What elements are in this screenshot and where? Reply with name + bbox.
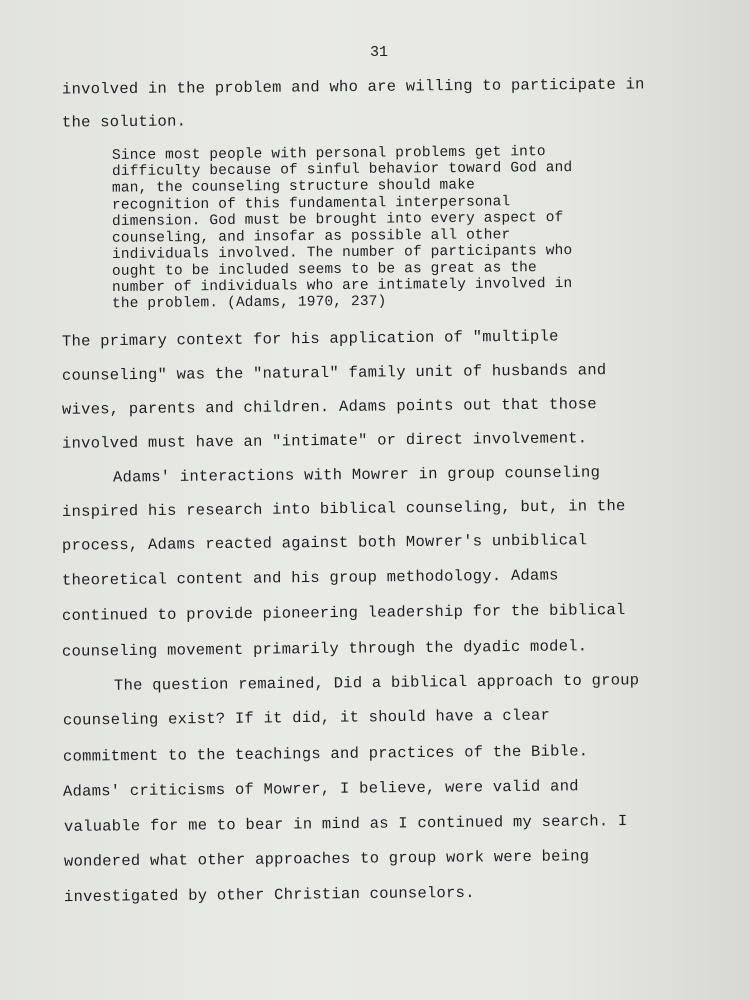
text-line: process, Adams reacted against both Mowrer's unbiblical xyxy=(61,531,588,555)
text-line: counseling exist? If it did, it should have a clear xyxy=(62,706,551,730)
text-line: involved must have an "intimate" or direct involvement. xyxy=(61,429,588,453)
text-line: investigated by other Christian counselors. xyxy=(63,883,475,907)
text-line: inspired his research into biblical counseling, but, in the xyxy=(61,497,626,521)
text-line: involved in the problem and who are willing to participate in xyxy=(61,75,645,99)
text-line: counseling movement primarily through the dyadic model. xyxy=(61,637,588,661)
text-line: wondered what other approaches to group work were being xyxy=(63,847,590,871)
quote-line: dimension. God must be brought into every aspect of xyxy=(111,210,564,230)
quote-line: individuals involved. The number of participants who xyxy=(111,242,573,264)
text-line: continued to provide pioneering leadership for the biblical xyxy=(61,601,626,625)
text-line: Adams' interactions with Mowrer in group counseling xyxy=(112,463,601,487)
quote-line: number of individuals who are intimately involved in xyxy=(111,275,573,297)
text-line: valuable for me to bear in mind as I continued my search. I xyxy=(63,812,628,836)
text-line: Adams' criticisms of Mowrer, I believe, were valid and xyxy=(62,777,579,801)
quote-line: counseling, and insofar as possible all other xyxy=(111,227,511,247)
text-line: theoretical content and his group methodology. Adams xyxy=(61,566,559,590)
quote-line: difficulty because of sinful behavior toward God and xyxy=(111,159,573,181)
quote-line: recognition of this fundamental interpersonal xyxy=(111,194,511,214)
text-line: The primary context for his application of "multiple xyxy=(61,327,559,351)
text-line: counseling" was the "natural" family unit of husbands and xyxy=(61,361,607,385)
quote-line: Since most people with personal problems get into xyxy=(111,144,546,164)
text-line: The question remained, Did a biblical approach to group xyxy=(113,671,640,695)
quote-line: the problem. (Adams, 1970, 237) xyxy=(111,293,387,313)
text-line: commitment to the teachings and practices of the Bible. xyxy=(62,742,589,766)
quote-line: ought to be included seems to be as great as the xyxy=(111,260,537,280)
page-number: 31 xyxy=(370,44,389,61)
text-line: the solution. xyxy=(61,112,187,132)
text-line: wives, parents and children. Adams points out that those xyxy=(61,395,597,419)
quote-line: man, the counseling structure should make xyxy=(111,177,475,197)
